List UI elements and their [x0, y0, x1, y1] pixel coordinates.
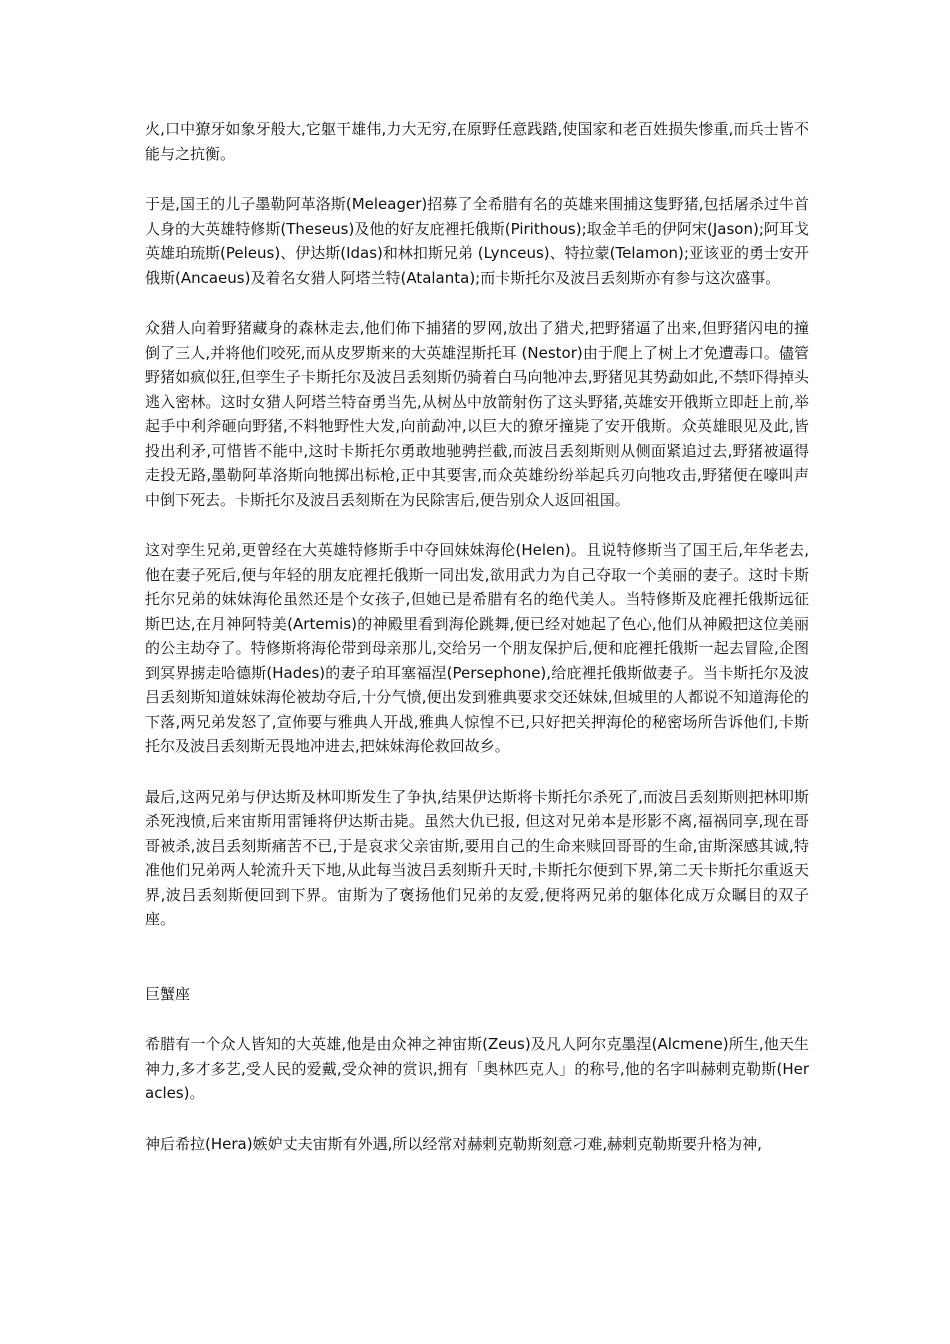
paragraph-hera-jealousy: 神后希拉(Hera)嫉妒丈夫宙斯有外遇,所以经常对赫剌克勒斯刻意刁难,赫剌克勒斯要升格为神, — [145, 1134, 762, 1153]
paragraph-hunters-gathered: 于是,国王的儿子墨勒阿革洛斯(Meleager)招募了全希腊有名的英雄来围捕这隻野猪,包括屠杀过牛首人身的大英雄特修斯(Theseus)及他的好友庇裡托俄斯(Pirithous);取金羊毛的伊阿宋(Jason);阿耳戈英雄珀琉斯(Peleus)、伊达斯(Idas)和林扣斯兄弟 (Lynceus)、特拉蒙(Telamon);亚该亚的勇士安开俄斯(Ancaeus)及着名女猎人阿塔兰特(Atalanta);而卡斯托尔及波吕丢刻斯亦有参与这次盛事。 — [145, 195, 809, 287]
paragraph-boar-hunt: 众猎人向着野猪藏身的森林走去,他们佈下捕猪的罗网,放出了猎犬,把野猪逼了出来,但野猪闪电的撞倒了三人,并将他们咬死,而从皮罗斯来的大英雄涅斯托耳 (Nestor)由于爬上了树上才免遭毒口。儘管野猪如疯似狂,但孪生子卡斯托尔及波吕丢刻斯仍骑着白马向牠冲去,野猪见其势勐如此,不禁吓得掉头逃入密林。这时女猎人阿塔兰特奋勇当先,从树丛中放箭射伤了这头野猪,英雄安开俄斯立即赶上前,举起手中利斧砸向野猪,不料牠野性大发,向前勐冲,以巨大的獠牙撞毙了安开俄斯。众英雄眼见及此,皆投出利矛,可惜皆不能中,这时卡斯托尔勇敢地驰骋拦截,而波吕丢刻斯则从侧面紧追过去,野猪被逼得走投无路,墨勒阿革洛斯向牠掷出标枪,正中其要害,而众英雄纷纷举起兵刃向牠攻击,野猪便在嚎叫声中倒下死去。卡斯托尔及波吕丢刻斯在为民除害后,便告别众人返回祖国。 — [145, 319, 809, 509]
section-heading-cancer: 巨蟹座 — [145, 984, 191, 1003]
paragraph-boar-description: 火,口中獠牙如象牙般大,它躯干雄伟,力大无穷,在原野任意践踏,使国家和老百姓损失惨重,而兵士皆不能与之抗衡。 — [145, 120, 809, 163]
document-page — [145, 117, 809, 1156]
paragraph-rescue-helen: 这对孪生兄弟,更曾经在大英雄特修斯手中夺回妹妹海伦(Helen)。且说特修斯当了国王后,年华老去,他在妻子死后,便与年轻的朋友庇裡托俄斯一同出发,欲用武力为自己夺取一个美丽的妻子。这时卡斯托尔兄弟的妹妹海伦虽然还是个女孩子,但她已是希腊有名的绝代美人。当特修斯及庇裡托俄斯远征斯巴达,在月神阿特美(Artemis)的神殿里看到海伦跳舞,便已经对她起了色心,他们从神殿把这位美丽的公主劫夺了。特修斯将海伦带到母亲那儿,交给另一个朋友保护后,便和庇裡托俄斯一起去冒险,企图到冥界掳走哈德斯(Hades)的妻子珀耳塞福涅(Persephone),给庇裡托俄斯做妻子。当卡斯托尔及波吕丢刻斯知道妹妹海伦被劫夺后,十分气愤,便出发到雅典要求交还妹妹,但城里的人都说不知道海伦的下落,两兄弟发怒了,宣佈要与雅典人开战,雅典人惊惶不已,只好把关押海伦的秘密场所告诉他们,卡斯托尔及波吕丢刻斯无畏地冲进去,把妹妹海伦救回故乡。 — [145, 541, 809, 755]
paragraph-heracles-intro: 希腊有一个众人皆知的大英雄,他是由众神之神宙斯(Zeus)及凡人阿尔克墨涅(Alcmene)所生,他天生神力,多才多艺,受人民的爱戴,受众神的赏识,拥有「奥林匹克人」的称号,他的名字叫赫剌克勒斯(Heracles)。 — [145, 1035, 809, 1102]
paragraph-gemini-origin: 最后,这两兄弟与伊达斯及林叩斯发生了争执,结果伊达斯将卡斯托尔杀死了,而波吕丢刻斯则把林叩斯杀死洩愤,后来宙斯用雷锤将伊达斯击毙。虽然大仇已报, 但这对兄弟本是形影不离,福祸同享,现在哥哥被杀,波吕丢刻斯痛苦不已,于是哀求父亲宙斯,要用自己的生命来赎回哥哥的生命,宙斯深感其诚,特准他们兄弟两人轮流升天下地,从此每当波吕丢刻斯升天时,卡斯托尔便到下界,第二天卡斯托尔重返天界,波吕丢刻斯便回到下界。宙斯为了褒扬他们兄弟的友爱,便将两兄弟的躯体化成万众瞩目的双子座。 — [145, 787, 809, 928]
